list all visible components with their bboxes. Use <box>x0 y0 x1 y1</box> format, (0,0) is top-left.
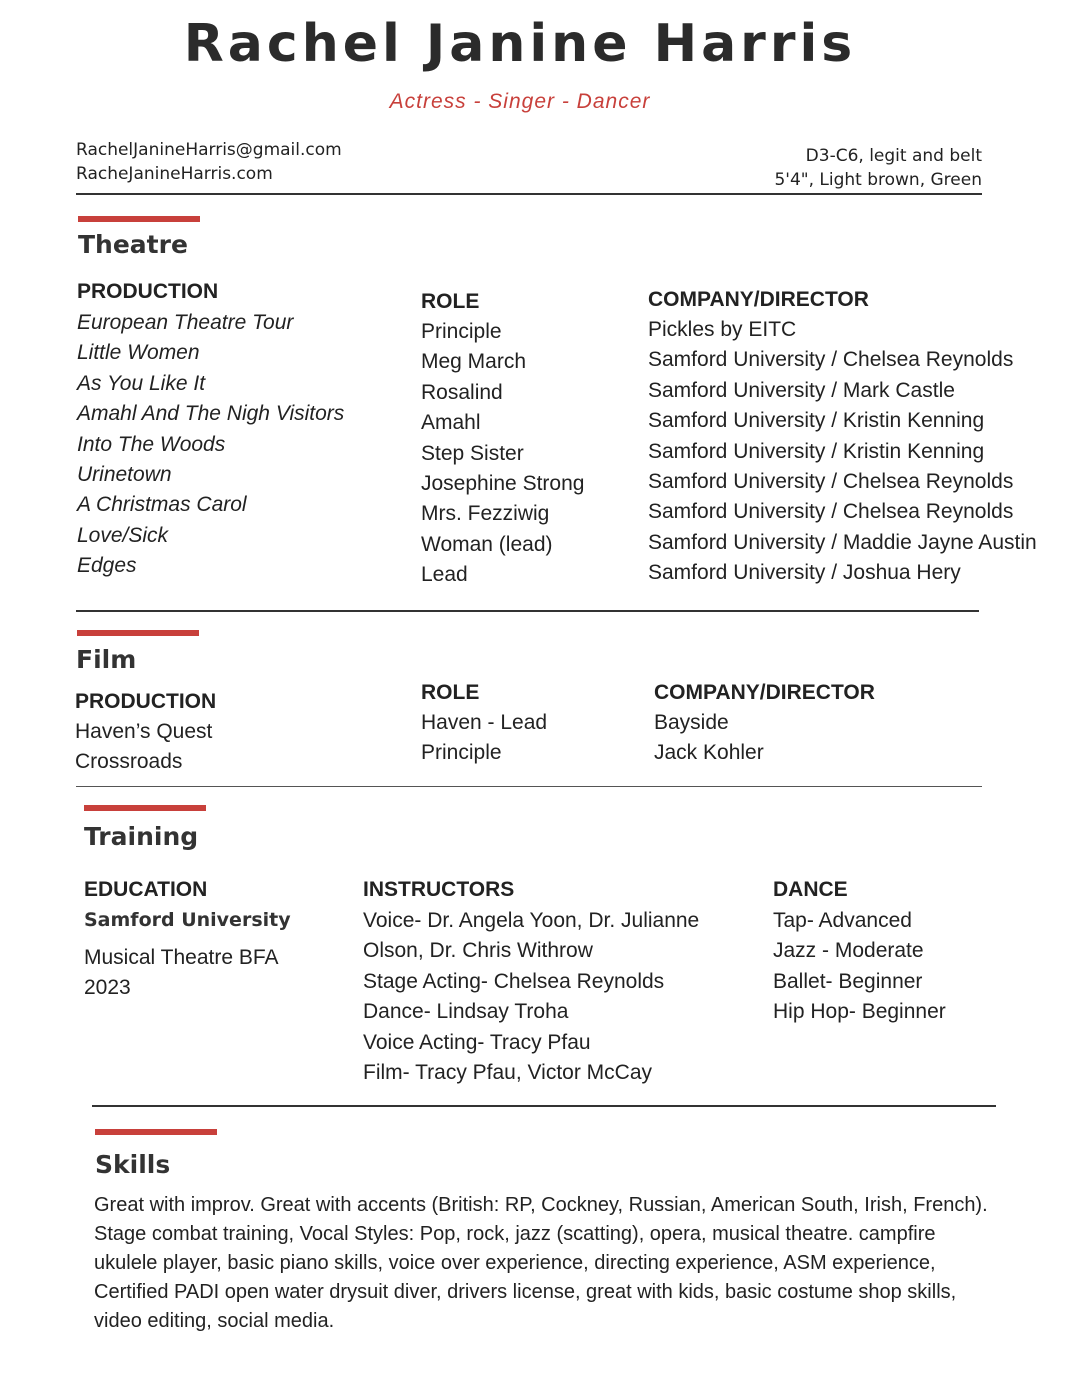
list-item: Edges <box>77 554 137 578</box>
skills-text: Great with improv. Great with accents (British: RP, Cockney, Russian, American South, Irish, French). Stage combat training, Vocal Styles: Pop, rock, jazz (scatting), opera, musical theatre. campfire ukulele player, basic piano skills, voice over experience, directing experience, ASM experience, Certified PADI open water drysuit diver, drivers license, great with kids, basic costume shop skills, video editing, social media. <box>94 1194 988 1332</box>
list-item: Haven’s Quest <box>75 720 213 743</box>
film-role-header: ROLE <box>421 681 480 704</box>
training-title: Training <box>84 822 199 851</box>
instructors-header: INSTRUCTORS <box>363 878 515 901</box>
degree-info <box>84 943 279 1004</box>
training-accent-bar <box>84 805 206 811</box>
theatre-productions <box>77 308 344 582</box>
list-item: Dance- Lindsay Troha <box>363 1000 569 1024</box>
contact-left <box>76 138 342 186</box>
list-item: Jazz - Moderate <box>773 939 924 963</box>
list-item: Urinetown <box>77 462 172 486</box>
theatre-divider <box>76 610 979 612</box>
skills-accent-bar <box>95 1129 217 1135</box>
list-item: Samford University / Joshua Hery <box>648 561 961 585</box>
list-item: As You Like It <box>77 371 206 395</box>
dance-header: DANCE <box>773 878 848 901</box>
list-item: Stage Acting- Chelsea Reynolds <box>363 969 665 993</box>
list-item: Samford University / Chelsea Reynolds <box>648 500 1014 524</box>
list-item: Little Women <box>77 341 200 365</box>
instructors-list <box>363 906 699 1088</box>
film-companies <box>654 708 764 769</box>
school-name: Samford University <box>84 909 291 931</box>
contact-right <box>774 144 982 192</box>
list-item: Voice Acting- Tracy Pfau <box>363 1030 591 1054</box>
list-item: Amahl And The Nigh Visitors <box>77 402 345 426</box>
list-item: A Christmas Carol <box>77 493 247 517</box>
list-item: Bayside <box>654 711 729 734</box>
training-divider <box>92 1105 996 1107</box>
physical-stats: 5'4", Light brown, Green <box>774 170 982 190</box>
skills-title: Skills <box>95 1150 171 1179</box>
list-item: Into The Woods <box>77 432 226 456</box>
list-item: European Theatre Tour <box>77 311 294 334</box>
theatre-role-header: ROLE <box>421 290 480 313</box>
list-item: Olson, Dr. Chris Withrow <box>363 939 593 963</box>
film-roles <box>421 708 547 769</box>
resume-name: Rachel Janine Harris <box>183 14 857 74</box>
list-item: Mrs. Fezziwig <box>421 502 550 526</box>
list-item: Woman (lead) <box>421 532 553 556</box>
list-item: Film- Tracy Pfau, Victor McCay <box>363 1060 652 1084</box>
list-item: Jack Kohler <box>654 741 764 765</box>
list-item: Josephine Strong <box>421 471 585 495</box>
list-item: Samford University / Kristin Kenning <box>648 439 985 463</box>
list-item: Pickles by EITC <box>648 318 797 341</box>
website: RacheJanineHarris.com <box>76 164 273 184</box>
list-item: Principle <box>421 320 502 343</box>
list-item: Voice- Dr. Angela Yoon, Dr. Julianne <box>363 909 700 932</box>
list-item: Amahl <box>421 411 481 435</box>
list-item: Samford University / Chelsea Reynolds <box>648 348 1014 372</box>
list-item: Crossroads <box>75 750 183 774</box>
film-company-header: COMPANY/DIRECTOR <box>654 681 875 704</box>
header-divider <box>76 193 982 195</box>
voice-range: D3-C6, legit and belt <box>805 146 982 166</box>
film-divider <box>76 786 982 787</box>
list-item: Love/Sick <box>77 523 169 547</box>
list-item: Principle <box>421 741 502 765</box>
list-item: Rosalind <box>421 380 503 404</box>
list-item: Step Sister <box>421 441 524 465</box>
tagline: Actress - Singer - Dancer <box>389 90 651 113</box>
list-item: Ballet- Beginner <box>773 969 923 993</box>
education-header: EDUCATION <box>84 878 208 901</box>
list-item: Hip Hop- Beginner <box>773 1000 946 1024</box>
theatre-companies <box>648 315 1037 589</box>
list-item: Samford University / Kristin Kenning <box>648 409 985 433</box>
theatre-production-header: PRODUCTION <box>77 280 219 303</box>
theatre-roles <box>421 317 584 591</box>
email: RachelJanineHarris@gmail.com <box>76 140 342 160</box>
film-production-header: PRODUCTION <box>75 690 217 713</box>
degree: Musical Theatre BFA <box>84 946 279 969</box>
list-item: Samford University / Chelsea Reynolds <box>648 469 1014 493</box>
graduation-year: 2023 <box>84 976 131 1000</box>
list-item: Meg March <box>421 350 527 374</box>
list-item: Haven - Lead <box>421 711 548 734</box>
theatre-company-header: COMPANY/DIRECTOR <box>648 288 869 311</box>
theatre-title: Theatre <box>78 230 188 259</box>
theatre-accent-bar <box>78 216 200 222</box>
dance-list <box>773 906 946 1028</box>
film-title: Film <box>76 645 137 674</box>
list-item: Lead <box>421 563 468 587</box>
list-item: Samford University / Mark Castle <box>648 378 955 402</box>
film-productions <box>75 717 212 778</box>
list-item: Samford University / Maddie Jayne Austin <box>648 530 1037 554</box>
film-accent-bar <box>77 630 199 636</box>
list-item: Tap- Advanced <box>773 909 912 932</box>
